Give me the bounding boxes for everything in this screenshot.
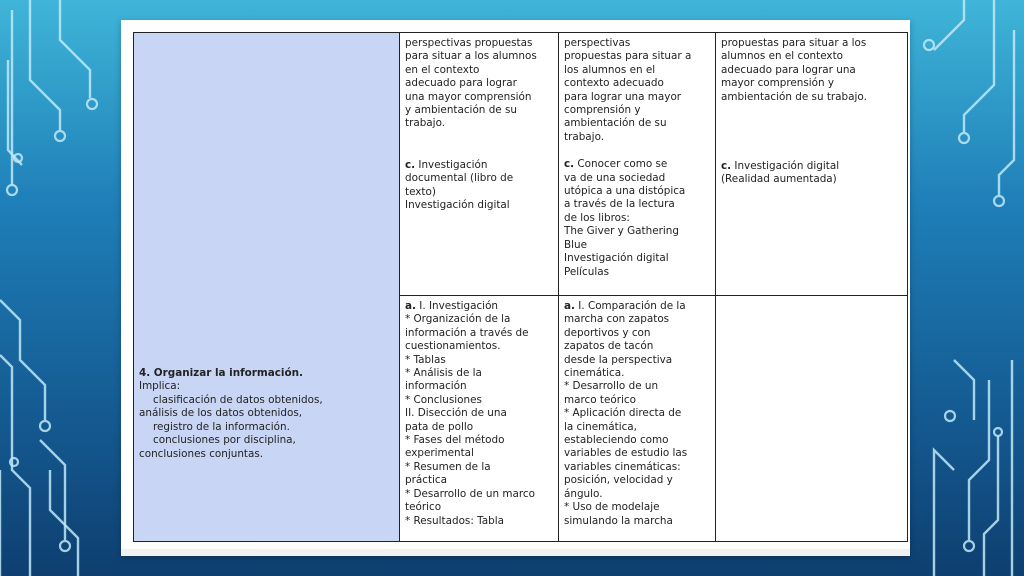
cell-text (405, 37, 553, 131)
cell-line: c. Investigación digital (721, 160, 840, 173)
cell-line: adecuado para lograr (405, 77, 517, 90)
cell-line: The Giver y Gathering (564, 225, 679, 238)
cell-text (405, 159, 553, 213)
cell-line: a través de la lectura (564, 198, 675, 211)
cell-line: información a través de (405, 326, 529, 339)
cell-line: texto) (405, 185, 436, 198)
cell-line: Investigación digital (564, 252, 669, 265)
cell-line: perspectivas (564, 37, 631, 49)
cell-line: * Conclusiones (405, 393, 482, 406)
cell-line: adecuado para lograr una (721, 63, 856, 76)
cell-line: ángulo. (564, 487, 603, 500)
cell-line: desde la perspectiva (564, 353, 673, 366)
table-cell (400, 296, 559, 542)
cell-line: * Organización de la (405, 313, 511, 326)
table-cell-stage (134, 33, 400, 542)
cell-line: conclusiones por disciplina, (153, 434, 296, 447)
cell-line: deportivos y con (564, 326, 651, 339)
cell-line: información (405, 380, 467, 393)
cell-line: experimental (405, 447, 474, 460)
stage-title: 4. Organizar la información. (139, 367, 303, 380)
cell-line: c. Investigación (405, 158, 488, 171)
cell-line: ambientación de su (564, 117, 667, 130)
cell-line: estableciendo como (564, 434, 669, 447)
cell-line: comprensión y (564, 104, 641, 117)
cell-line: propuestas para situar a (564, 50, 692, 63)
table-cell (559, 33, 716, 296)
cell-text (564, 37, 710, 144)
table-cell (716, 33, 908, 296)
cell-line: Implica: (139, 380, 181, 393)
cell-line: Películas (564, 265, 610, 278)
cell-line: Blue (564, 238, 587, 251)
table-cell (716, 296, 908, 542)
cell-line: utópica a una distópica (564, 185, 686, 198)
cell-line: simulando la marcha (564, 514, 673, 527)
cell-line: * Análisis de la (405, 367, 482, 380)
slide-footer-strip (121, 549, 910, 556)
cell-line: trabajo. (564, 130, 605, 143)
cell-text (721, 160, 902, 187)
cell-line: propuestas para situar a los (721, 37, 867, 49)
cell-line: * Aplicación directa de (564, 407, 682, 420)
cell-line: pata de pollo (405, 420, 474, 433)
cell-line: variables cinemáticas: (564, 460, 681, 473)
cell-line: * Uso de modelaje (564, 501, 660, 514)
cell-line: en el contexto (405, 63, 480, 76)
cell-line: registro de la información. (153, 420, 290, 433)
table-cell (559, 296, 716, 542)
cell-line: * Desarrollo de un (564, 380, 659, 393)
table-row (134, 33, 908, 296)
cell-text (405, 300, 553, 528)
cell-line: * Resumen de la (405, 460, 491, 473)
cell-line: mayor comprensión y (721, 77, 835, 90)
cell-line: Investigación digital (405, 199, 510, 212)
cell-line: y ambientación de su (405, 104, 517, 117)
planning-table (133, 32, 908, 542)
cell-text (564, 158, 710, 279)
cell-line: contexto adecuado (564, 77, 664, 90)
cell-line: marcha con zapatos (564, 313, 670, 326)
cell-text (564, 300, 710, 528)
cell-line: zapatos de tacón (564, 340, 654, 353)
cell-line: alumnos en el contexto (721, 50, 844, 63)
cell-line: documental (libro de (405, 172, 514, 185)
cell-line: análisis de los datos obtenidos, (139, 407, 303, 420)
cell-line: clasificación de datos obtenidos, (153, 393, 323, 406)
cell-line: la cinemática, (564, 420, 637, 433)
cell-line: c. Conocer como se (564, 158, 668, 171)
cell-line: variables de estudio las (564, 447, 688, 460)
cell-line: * Resultados: Tabla (405, 514, 504, 527)
cell-line: a. I. Investigación (405, 300, 499, 312)
cell-line: II. Disección de una (405, 407, 507, 420)
cell-line: teórico (405, 501, 442, 514)
cell-line: los alumnos en el (564, 63, 656, 76)
cell-line: * Tablas (405, 353, 446, 366)
cell-line: perspectivas propuestas (405, 37, 533, 49)
stage-description (139, 380, 394, 460)
circuit-decoration-right (894, 0, 1024, 576)
cell-line: * Fases del método (405, 434, 505, 447)
cell-line: (Realidad aumentada) (721, 173, 837, 186)
cell-line: posición, velocidad y (564, 474, 673, 487)
cell-text (721, 37, 902, 104)
cell-line: cinemática. (564, 367, 625, 380)
cell-line: de los libros: (564, 211, 630, 224)
cell-line: marco teórico (564, 393, 636, 406)
cell-line: a. I. Comparación de la (564, 300, 686, 312)
cell-line: para situar a los alumnos (405, 50, 537, 63)
cell-line: práctica (405, 474, 447, 487)
cell-line: cuestionamientos. (405, 340, 501, 353)
cell-line: conclusiones conjuntas. (139, 447, 264, 460)
cell-line: va de una sociedad (564, 171, 666, 184)
cell-line: para lograr una mayor (564, 90, 682, 103)
slide-content (121, 20, 910, 556)
cell-line: ambientación de su trabajo. (721, 90, 867, 103)
cell-line: una mayor comprensión (405, 90, 532, 103)
table-cell (400, 33, 559, 296)
cell-line: trabajo. (405, 117, 446, 130)
circuit-decoration-left (0, 0, 130, 576)
cell-line: * Desarrollo de un marco (405, 487, 535, 500)
